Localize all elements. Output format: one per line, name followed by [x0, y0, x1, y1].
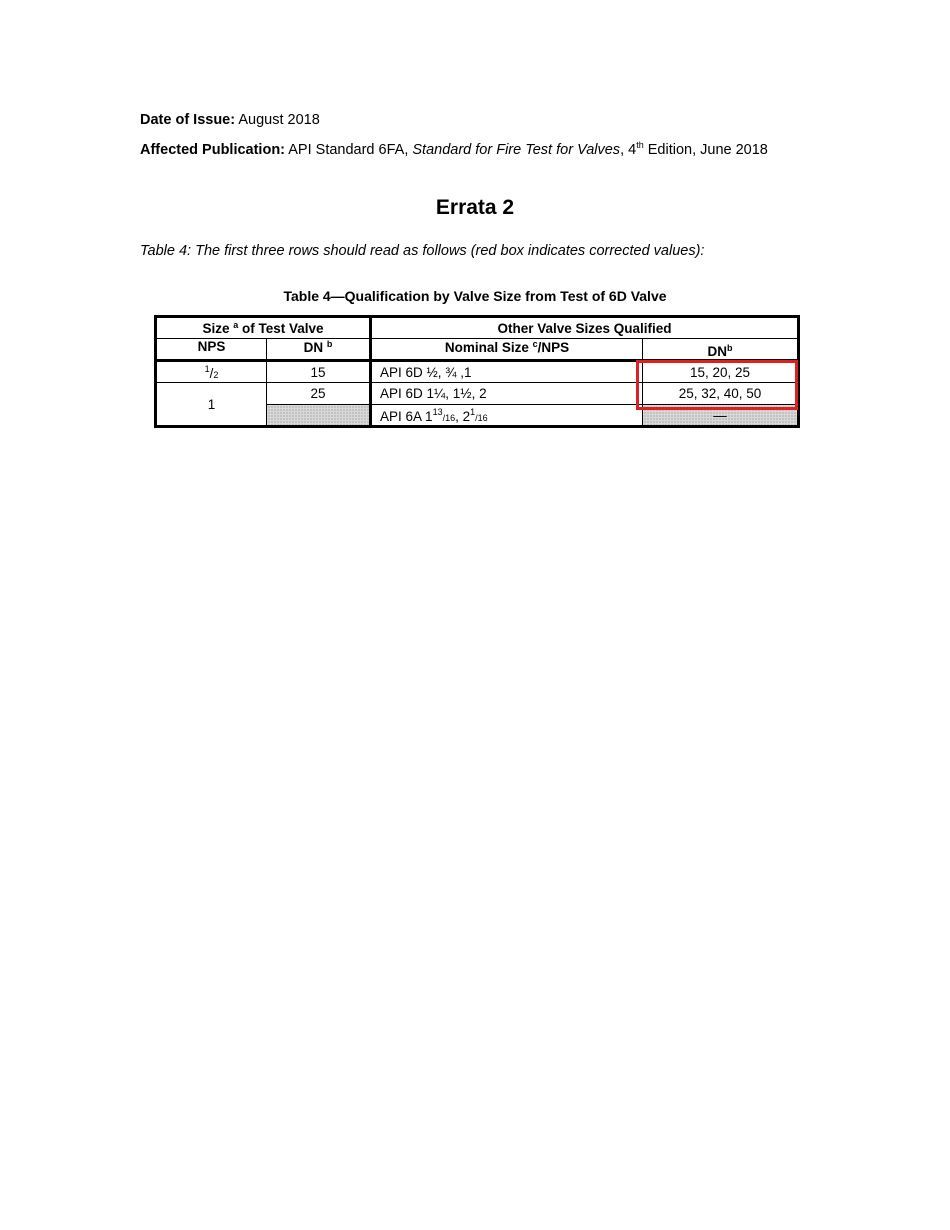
col-header-nps: NPS: [156, 339, 267, 361]
cell-dn-qualified: 25, 32, 40, 50: [643, 383, 799, 405]
cell-dn-shaded: [267, 405, 371, 427]
col-header-nominal-size: Nominal Size $^c$/NPS: [371, 339, 643, 361]
affected-label: Affected Publication:: [140, 142, 286, 158]
col-header-dn: DN $^b$: [267, 339, 371, 361]
cell-nominal-size: API 6D 1¼, 1½, 2: [371, 383, 643, 405]
cell-nominal-size: API 6A $1^{13}/16$, $2^1/16$: [371, 405, 643, 427]
affected-title: Standard for Fire Test for Valves: [412, 142, 621, 158]
page-title: Errata 2: [435, 196, 515, 219]
table-column-header-row: [156, 339, 799, 361]
date-of-issue: [140, 112, 320, 128]
table-group-header-row: [156, 317, 799, 339]
issue-value: August 2018: [238, 112, 320, 128]
correction-highlight-box: [636, 360, 798, 410]
cell-nps: 1: [156, 383, 267, 427]
affected-post: Edition, June 2018: [643, 142, 768, 158]
issue-label: Date of Issue:: [140, 112, 236, 128]
affected-publication: [140, 140, 768, 158]
affected-edition-num: , 4: [620, 142, 637, 158]
affected-pre: API Standard 6FA,: [288, 142, 413, 158]
cell-dn: 25: [267, 383, 371, 405]
col-header-dn-qualified: $DN^b$: [643, 339, 799, 361]
group-header-test-valve: Size $^a$ of Test Valve: [156, 317, 371, 339]
cell-nominal-size: API 6D ½, ¾ ,1: [371, 361, 643, 383]
cell-dn: 15: [267, 361, 371, 383]
cell-dn-qualified: —: [643, 405, 799, 427]
table-caption: Table 4—Qualification by Valve Size from Test of 6D Valve: [283, 288, 667, 304]
affected-edition-sup: th: [636, 140, 644, 150]
cell-nps: $^1$/2: [156, 361, 267, 383]
group-header-other-sizes: Other Valve Sizes Qualified: [371, 317, 799, 339]
errata-note: Table 4: The first three rows should read as follows (red box indicates corrected values):: [140, 243, 705, 259]
cell-dn-qualified: 15, 20, 25: [643, 361, 799, 383]
